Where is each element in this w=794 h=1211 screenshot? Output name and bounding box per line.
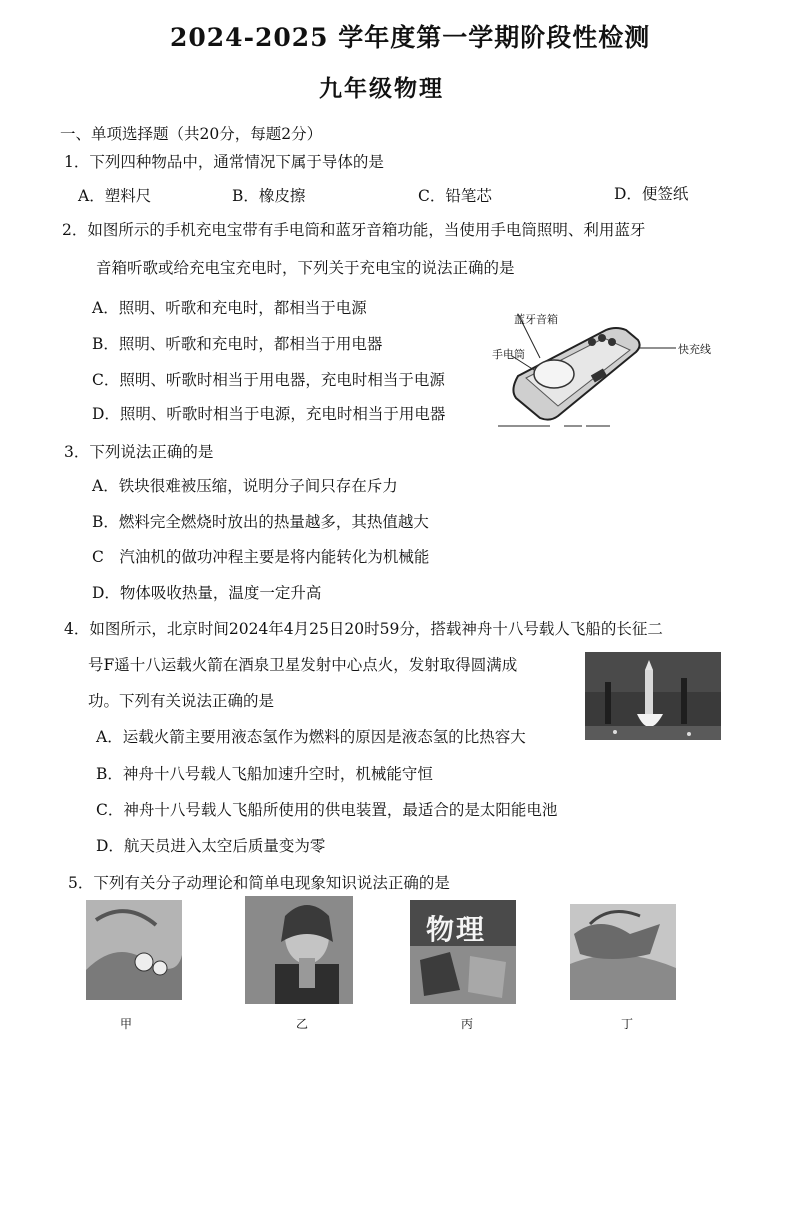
q2-option-d: D．照明、听歌时相当于电源，充电时相当于用电器 xyxy=(92,405,446,423)
q2-stem-line2: 音箱听歌或给充电宝充电时，下列关于充电宝的说法正确的是 xyxy=(96,259,515,277)
q4-stem-line3: 功。下列有关说法正确的是 xyxy=(88,692,275,710)
q2-option-a: A．照明、听歌和充电时，都相当于电源 xyxy=(92,299,367,317)
q1-option-d: D．便签纸 xyxy=(614,185,689,203)
q4-option-d: D．航天员进入太空后质量变为零 xyxy=(96,837,326,855)
q1-option-b: B．橡皮擦 xyxy=(232,187,306,205)
q2-option-b: B．照明、听歌和充电时，都相当于用电器 xyxy=(92,335,383,353)
label-flashlight: 手电筒 xyxy=(492,348,525,361)
q2-option-c: C．照明、听歌时相当于用电器，充电时相当于电源 xyxy=(92,371,445,389)
q5-image-yi xyxy=(245,896,353,1004)
label-cable: 快充线 xyxy=(678,343,711,356)
caption-yi: 乙 xyxy=(296,1017,309,1031)
exam-title: 2024-2025 学年度第一学期阶段性检测 xyxy=(170,23,651,52)
q3-option-c: C 汽油机的做功冲程主要是将内能转化为机械能 xyxy=(92,548,430,566)
q5-image-jia xyxy=(86,900,182,1000)
q1-option-a: A．塑料尺 xyxy=(78,187,152,205)
q5-image-ding xyxy=(570,904,676,1000)
q3-option-a: A．铁块很难被压缩，说明分子间只存在斥力 xyxy=(92,477,398,495)
q4-option-b: B．神舟十八号载人飞船加速升空时，机械能守恒 xyxy=(96,765,433,783)
q3-option-d: D．物体吸收热量，温度一定升高 xyxy=(92,584,322,602)
q5-image-bing xyxy=(410,900,516,1004)
q1-option-c: C．铅笔芯 xyxy=(418,187,492,205)
q3-option-b: B．燃料完全燃烧时放出的热量越多，其热值越大 xyxy=(92,513,429,531)
caption-jia: 甲 xyxy=(120,1017,133,1031)
q2-stem-line1: 2．如图所示的手机充电宝带有手电筒和蓝牙音箱功能，当使用手电筒照明、利用蓝牙 xyxy=(62,221,646,239)
label-speaker: 蓝牙音箱 xyxy=(514,313,558,326)
q4-option-a: A．运载火箭主要用液态氢作为燃料的原因是液态氢的比热容大 xyxy=(96,728,526,746)
q4-stem-line1: 4．如图所示，北京时间2024年4月25日20时59分，搭载神舟十八号载人飞船的长征二 xyxy=(64,620,663,638)
section-heading: 一、单项选择题（共20分，每题2分） xyxy=(60,125,323,143)
q4-stem-line2: 号F遥十八运载火箭在酒泉卫星发射中心点火，发射取得圆满成 xyxy=(88,656,518,674)
q3-stem: 3．下列说法正确的是 xyxy=(64,443,214,461)
caption-bing: 丙 xyxy=(461,1017,474,1031)
caption-ding: 丁 xyxy=(621,1017,634,1031)
power-bank-figure xyxy=(488,306,718,434)
q4-option-c: C．神舟十八号载人飞船所使用的供电装置，最适合的是太阳能电池 xyxy=(96,801,558,819)
exam-subtitle: 九年级物理 xyxy=(319,75,444,102)
q5-stem: 5．下列有关分子动理论和简单电现象知识说法正确的是 xyxy=(68,874,450,892)
q5-image-text: 物理 xyxy=(426,913,487,946)
rocket-launch-photo xyxy=(585,652,721,740)
q1-stem: 1．下列四种物品中，通常情况下属于导体的是 xyxy=(64,153,384,171)
